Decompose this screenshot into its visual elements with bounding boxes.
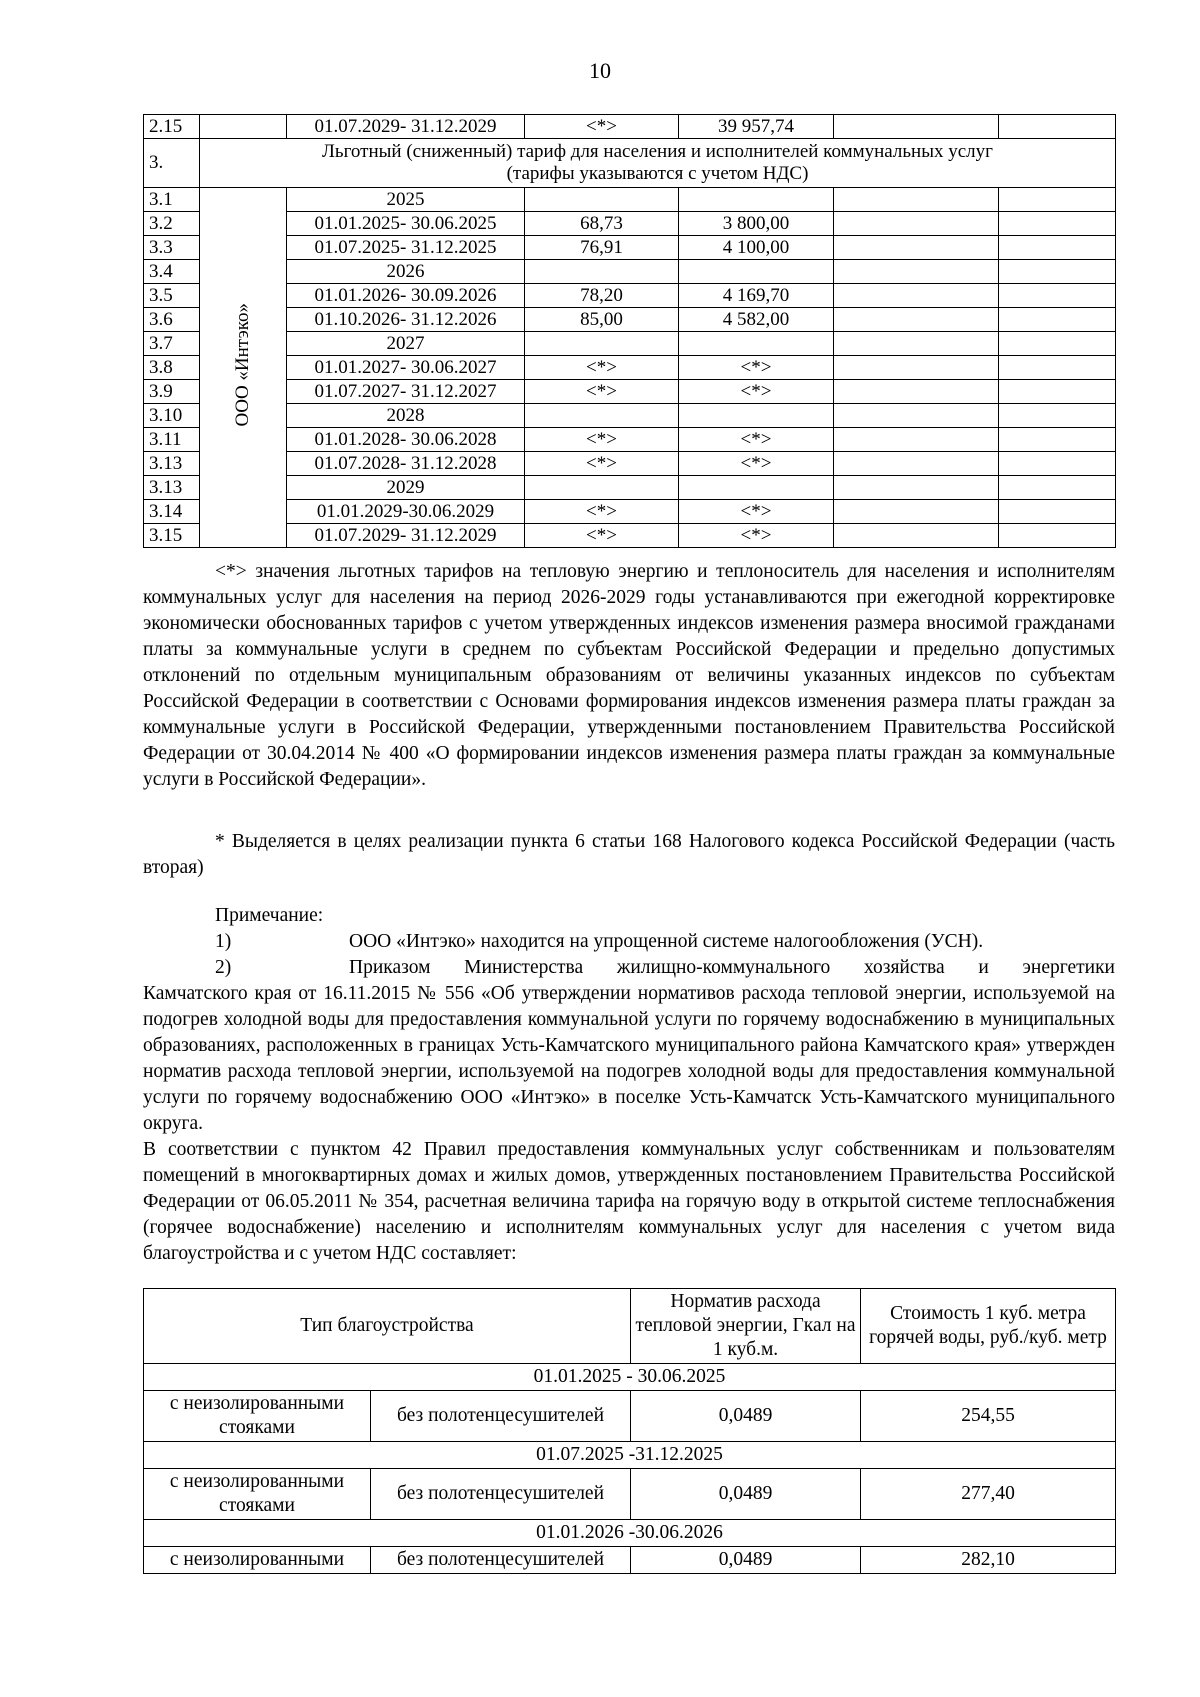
- note-item-2-text: Камчатского края от 16.11.2015 № 556 «Об утверждении нормативов расхода тепловой энергии, используемой на подогрев холодной воды для предоставления коммунальной услуги по горячему водоснабжению в муниципальных образованиях, расположенных в границах Усть-Камчатского муниципального района Камчатского края» утвержден норматив расхода тепловой энергии, используемой на подогрев холодной воды для предоставления коммунальной услуги по горячему водоснабжению ООО «Интэко» в поселке Усть-Камчатск Усть-Камчатского муниципального округа.: [143, 983, 1115, 1134]
- row-number: 2.15: [144, 115, 200, 139]
- value-cell: 4 100,00: [679, 236, 834, 260]
- norm-cell: 0,0489: [631, 1469, 861, 1520]
- value-cell: <*>: [679, 452, 834, 476]
- footnote-star-brackets: <*> значения льготных тарифов на тепловую энергию и теплоноситель для населения и исполнителям коммунальных услуг для населения на период 2026-2029 годы устанавливаются при ежегодной корректировке экономически обоснованных тарифов с учетом утвержденных индексов изменения размера вносимой гражданами платы за коммунальные услуги в среднем по субъектам Российской Федерации и предельно допустимых отклонений по отдельным муниципальным образованиям от величины указанных индексов по субъектам Российской Федерации в соответствии с Основами формирования индексов изменения размера платы граждан за коммунальные услуги в Российской Федерации, утвержденными постановлением Правительства Российской Федерации от 30.04.2014 № 400 «О формировании индексов изменения размера платы граждан за коммунальные услуги в Российской Федерации».: [143, 561, 1115, 790]
- value-cell: [679, 404, 834, 428]
- norm-cell: 0,0489: [631, 1547, 861, 1574]
- note-block: [143, 903, 1115, 1267]
- period-cell: 01.07.2029- 31.12.2029: [287, 115, 525, 139]
- row-number: 3.13: [144, 452, 200, 476]
- period-cell: 01.07.2027- 31.12.2027: [287, 380, 525, 404]
- table-row: [144, 115, 1116, 139]
- row-number: 3.7: [144, 332, 200, 356]
- period-row: [144, 1442, 1116, 1469]
- period-cell: 2026: [287, 260, 525, 284]
- value-cell: <*>: [525, 524, 679, 548]
- period-cell: 2025: [287, 188, 525, 212]
- note-paragraph: В соответствии с пунктом 42 Правил предоставления коммунальных услуг собственникам и пользователям помещений в многоквартирных домах и жилых домов, утвержденных постановлением Правительства Российской Федерации от 06.05.2011 № 354, расчетная величина тарифа на горячую воду в открытой системе теплоснабжения (горячее водоснабжение) населению и исполнителям коммунальных услуг для населения с учетом вида благоустройства и с учетом НДС составляет:: [143, 1139, 1115, 1264]
- value-cell: 4 169,70: [679, 284, 834, 308]
- period-row: [144, 1520, 1116, 1547]
- period-cell: 2028: [287, 404, 525, 428]
- table-row: [144, 356, 1116, 380]
- period-cell: 01.07.2025 -31.12.2025: [144, 1442, 1116, 1469]
- period-cell: 01.01.2028- 30.06.2028: [287, 428, 525, 452]
- value-cell: [679, 188, 834, 212]
- note-heading: Примечание:: [215, 905, 324, 926]
- norm-table: [143, 1288, 1116, 1574]
- period-row: [144, 1364, 1116, 1391]
- value-cell: <*>: [679, 500, 834, 524]
- period-cell: 01.01.2025 - 30.06.2025: [144, 1364, 1116, 1391]
- type-cell: с неизолированными стояками: [144, 1469, 371, 1520]
- table-row: [144, 428, 1116, 452]
- type-cell: с неизолированными: [144, 1547, 371, 1574]
- header-row: [144, 1289, 1116, 1364]
- value-cell: <*>: [525, 356, 679, 380]
- value-cell: [525, 260, 679, 284]
- cost-cell: 277,40: [861, 1469, 1116, 1520]
- value-cell: <*>: [679, 428, 834, 452]
- table-row: [144, 404, 1116, 428]
- cost-cell: 254,55: [861, 1391, 1116, 1442]
- value-cell: <*>: [679, 524, 834, 548]
- value-cell: <*>: [679, 356, 834, 380]
- table-row: [144, 452, 1116, 476]
- table-row: [144, 188, 1116, 212]
- table-row: [144, 332, 1116, 356]
- row-number: 3.14: [144, 500, 200, 524]
- note-item-1: 1) ООО «Интэко» находится на упрощенной системе налогообложения (УСН).: [215, 931, 984, 952]
- page-number: 10: [589, 58, 611, 83]
- value-cell: [525, 332, 679, 356]
- type-cell: с неизолированными стояками: [144, 1391, 371, 1442]
- value-cell: <*>: [525, 452, 679, 476]
- value-cell: 78,20: [525, 284, 679, 308]
- value-cell: <*>: [525, 428, 679, 452]
- value-cell: 4 582,00: [679, 308, 834, 332]
- table-row: [144, 1391, 1116, 1442]
- period-cell: 2027: [287, 332, 525, 356]
- value-cell: 85,00: [525, 308, 679, 332]
- value-cell: <*>: [525, 380, 679, 404]
- subtype-cell: без полотенцесушителей: [371, 1391, 631, 1442]
- period-cell: 01.01.2025- 30.06.2025: [287, 212, 525, 236]
- table-row: [144, 1547, 1116, 1574]
- value-cell: 76,91: [525, 236, 679, 260]
- table-row: [144, 260, 1116, 284]
- value-cell: 68,73: [525, 212, 679, 236]
- period-cell: 01.01.2029-30.06.2029: [287, 500, 525, 524]
- row-number: 3.13: [144, 476, 200, 500]
- footnote-star: * Выделяется в целях реализации пункта 6 статьи 168 Налогового кодекса Российской Федерации (часть вторая): [143, 831, 1115, 878]
- row-number: 3.3: [144, 236, 200, 260]
- value-cell: [679, 260, 834, 284]
- row-number: 3.9: [144, 380, 200, 404]
- row-number: 3.4: [144, 260, 200, 284]
- row-number: 3.6: [144, 308, 200, 332]
- norm-cell: 0,0489: [631, 1391, 861, 1442]
- subtype-cell: без полотенцесушителей: [371, 1469, 631, 1520]
- period-cell: 01.07.2025- 31.12.2025: [287, 236, 525, 260]
- period-cell: 01.01.2027- 30.06.2027: [287, 356, 525, 380]
- row-number: 3.5: [144, 284, 200, 308]
- value-cell: 3 800,00: [679, 212, 834, 236]
- value-cell: <*>: [679, 380, 834, 404]
- table-row: [144, 308, 1116, 332]
- section-title: Льготный (сниженный) тариф для населения и исполнителей коммунальных услуг (тарифы указываются с учетом НДС): [200, 139, 1116, 188]
- table-row: [144, 236, 1116, 260]
- row-number: 3.11: [144, 428, 200, 452]
- cost-cell: 282,10: [861, 1547, 1116, 1574]
- value-cell: [525, 188, 679, 212]
- value-cell: <*>: [525, 115, 679, 139]
- column-header-norm: Норматив расхода тепловой энергии, Гкал на 1 куб.м.: [631, 1289, 861, 1364]
- row-number: 3.1: [144, 188, 200, 212]
- period-cell: 01.07.2029- 31.12.2029: [287, 524, 525, 548]
- value-cell: [525, 404, 679, 428]
- organization-name: ООО «Интэко»: [232, 303, 253, 427]
- table-row: [144, 476, 1116, 500]
- column-header-type: Тип благоустройства: [144, 1289, 631, 1364]
- table-row: [144, 1469, 1116, 1520]
- period-cell: 01.01.2026- 30.09.2026: [287, 284, 525, 308]
- note-item-2: 2) Приказом Министерства жилищно-коммунального хозяйства и энергетики: [215, 957, 1115, 978]
- row-number: 3.8: [144, 356, 200, 380]
- row-number: 3.10: [144, 404, 200, 428]
- table-row: [144, 500, 1116, 524]
- table-row: [144, 380, 1116, 404]
- section-header-row: [144, 139, 1116, 188]
- period-cell: 01.01.2026 -30.06.2026: [144, 1520, 1116, 1547]
- row-number: 3.15: [144, 524, 200, 548]
- table-row: [144, 284, 1116, 308]
- period-cell: 2029: [287, 476, 525, 500]
- value-cell: 39 957,74: [679, 115, 834, 139]
- period-cell: 01.10.2026- 31.12.2026: [287, 308, 525, 332]
- value-cell: [679, 476, 834, 500]
- row-number: 3.2: [144, 212, 200, 236]
- value-cell: <*>: [525, 500, 679, 524]
- organization-cell: [200, 188, 287, 548]
- period-cell: 01.07.2028- 31.12.2028: [287, 452, 525, 476]
- table-row: [144, 524, 1116, 548]
- subtype-cell: без полотенцесушителей: [371, 1547, 631, 1574]
- column-header-cost: Стоимость 1 куб. метра горячей воды, руб./куб. метр: [861, 1289, 1116, 1364]
- tariff-table: [143, 114, 1116, 548]
- value-cell: [679, 332, 834, 356]
- value-cell: [525, 476, 679, 500]
- table-row: [144, 212, 1116, 236]
- row-number: 3.: [144, 139, 200, 188]
